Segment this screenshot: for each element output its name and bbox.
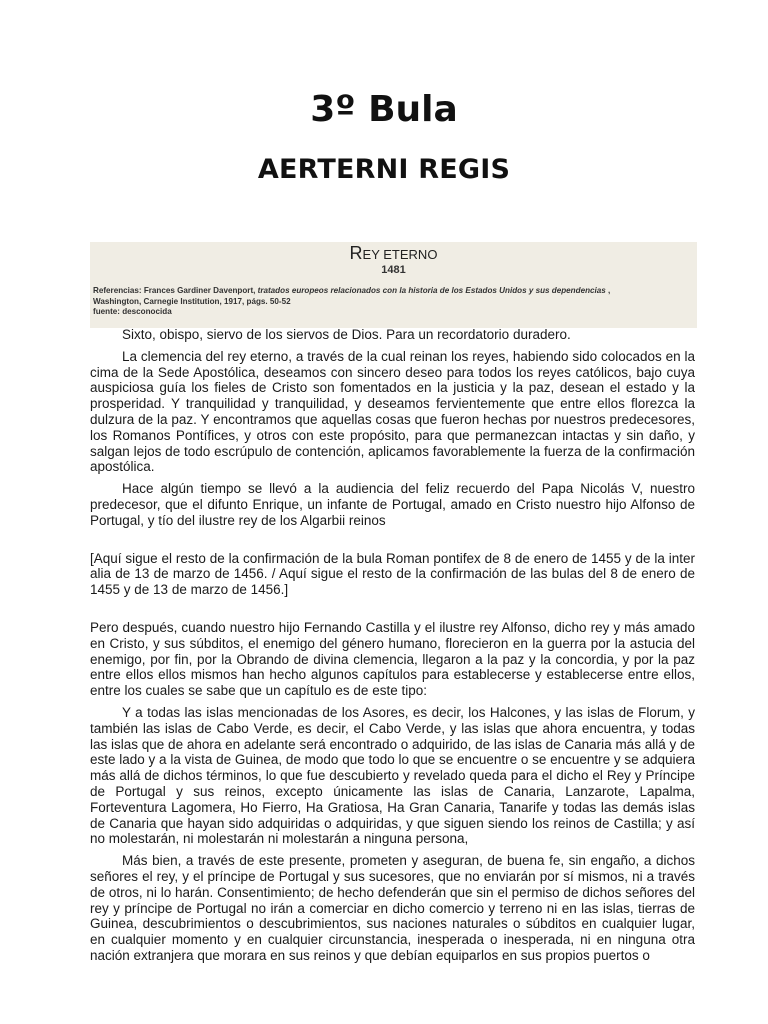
references-tail: , (608, 286, 611, 295)
document-title: 3º Bula (310, 89, 458, 130)
reference-lines (93, 286, 693, 318)
body-text (90, 327, 695, 970)
paragraph-nicholas: Hace algún tiempo se llevó a la audiencia del feliz recuerdo del Papa Nicolás V, nuestro predecesor, que el difunto Enrique, un infante de Portugal, amado en Cristo nuestro hijo Alfonso de Portugal, y tío del ilustre rey de los Algarbii reinos (90, 481, 695, 528)
document-subtitle: AERTERNI REGIS (257, 154, 511, 185)
reference-heading-initial: R (349, 243, 363, 263)
reference-heading-rest: EY ETERNO (362, 247, 438, 262)
references-line (93, 286, 693, 297)
source-line: fuente: desconocida (93, 307, 172, 316)
paragraph-bracket-note: [Aquí sigue el resto de la confirmación de la bula Roman pontifex de 8 de enero de 1455 y de la inter alia de 13 de marzo de 1456. / Aquí sigue el resto de la confirmación de las bulas del 8 de enero de 1455 y de 13 de marzo de 1456.] (90, 550, 695, 598)
references-label: Referencias: Frances Gardiner Davenport, (93, 286, 256, 295)
reference-box (90, 242, 697, 328)
references-work-title: tratados europeos relacionados con la historia de los Estados Unidos y sus dependencias (257, 286, 606, 295)
reference-heading (90, 243, 697, 265)
paragraph-greeting: Sixto, obispo, siervo de los siervos de Dios. Para un recordatorio duradero. (122, 327, 571, 342)
paragraph-fernando: Pero después, cuando nuestro hijo Fernando Castilla y el ilustre rey Alfonso, dicho rey y más amado en Cristo, y sus súbditos, el enemigo del género humano, florecieron en la guerra por la astucia del enemigo, por fin, por la Obrando de divina clemencia, llegaron a la paz y la concordia, y por la paz entre ellos ellos mismos han hecho algunos capítulos para establecerse y establecerse entre ellos, entre los cuales se sabe que un capítulo es de este tipo: (90, 619, 695, 699)
paragraph-clemency: La clemencia del rey eterno, a través de la cual reinan los reyes, habiendo sido colocados en la cima de la Sede Apostólica, deseamos con sincero deseo para todos los reyes católicos, bajo cuya auspiciosa guía los fieles de Cristo son fomentados en la justicia y la paz, desean el estado y la prosperidad. Y tranquilidad y tranquilidad, y deseamos fervientemente que entre ellos florezca la dulzura de la paz. Y encontramos que aquellas cosas que fueron hechas por nuestros predecesores, los Romanos Pontífices, y otros con este propósito, para que permanezcan intactas y sin daño, y salgan lejos de todo escrúpulo de contención, aplicamos favorablemente la fuerza de la confirmación apostólica. (90, 348, 695, 475)
references-publication: Washington, Carnegie Institution, 1917, págs. 50-52 (93, 296, 291, 306)
reference-year: 1481 (381, 264, 406, 276)
paragraph-islands: Y a todas las islas mencionadas de los Asores, es decir, los Halcones, y las islas de Florum, y también las islas de Cabo Verde, es decir, el Cabo Verde, y las islas que ahora encuentra, y todas las islas que de ahora en adelante será encontrado o adquirido, de las islas de Canaria más allá y de este lado y a la vista de Guinea, de modo que todo lo que se encuentre o se encuentre y se adquiera más allá de dichos términos, lo que fue descubierto y revelado queda para el dicho el Rey y Príncipe de Portugal y sus reinos, excepto únicamente las islas de Canaria, Lanzarote, Lapalma, Forteventura Lagomera, Ho Fierro, Ha Gratiosa, Ha Gran Canaria, Tanarife y todas las demás islas de Canaria que hayan sido adquiridas o adquiridas, y que siguen siendo los reinos de Castilla; y así no molestarán, ni molestarán ni molestarán a ninguna persona, (90, 704, 695, 847)
paragraph-promise: Más bien, a través de este presente, prometen y aseguran, de buena fe, sin engaño, a dichos señores el rey, y el príncipe de Portugal y sus sucesores, que no enviarán por sí mismos, ni a través de otros, ni lo harán. Consentimiento; de hecho defenderán que sin el permiso de dichos señores del rey y príncipe de Portugal no irán a comerciar en dicho comercio y terreno ni en las islas, tierras de Guinea, descubrimientos o descubrimientos, sus naciones naturales o súbditos en cualquier lugar, en cualquier momento y en cualquier circunstancia, inesperada o inesperada, ni en ninguna otra nación extranjera que morara en sus reinos y que debían equiparlos en sus propios puertos o (90, 853, 695, 963)
